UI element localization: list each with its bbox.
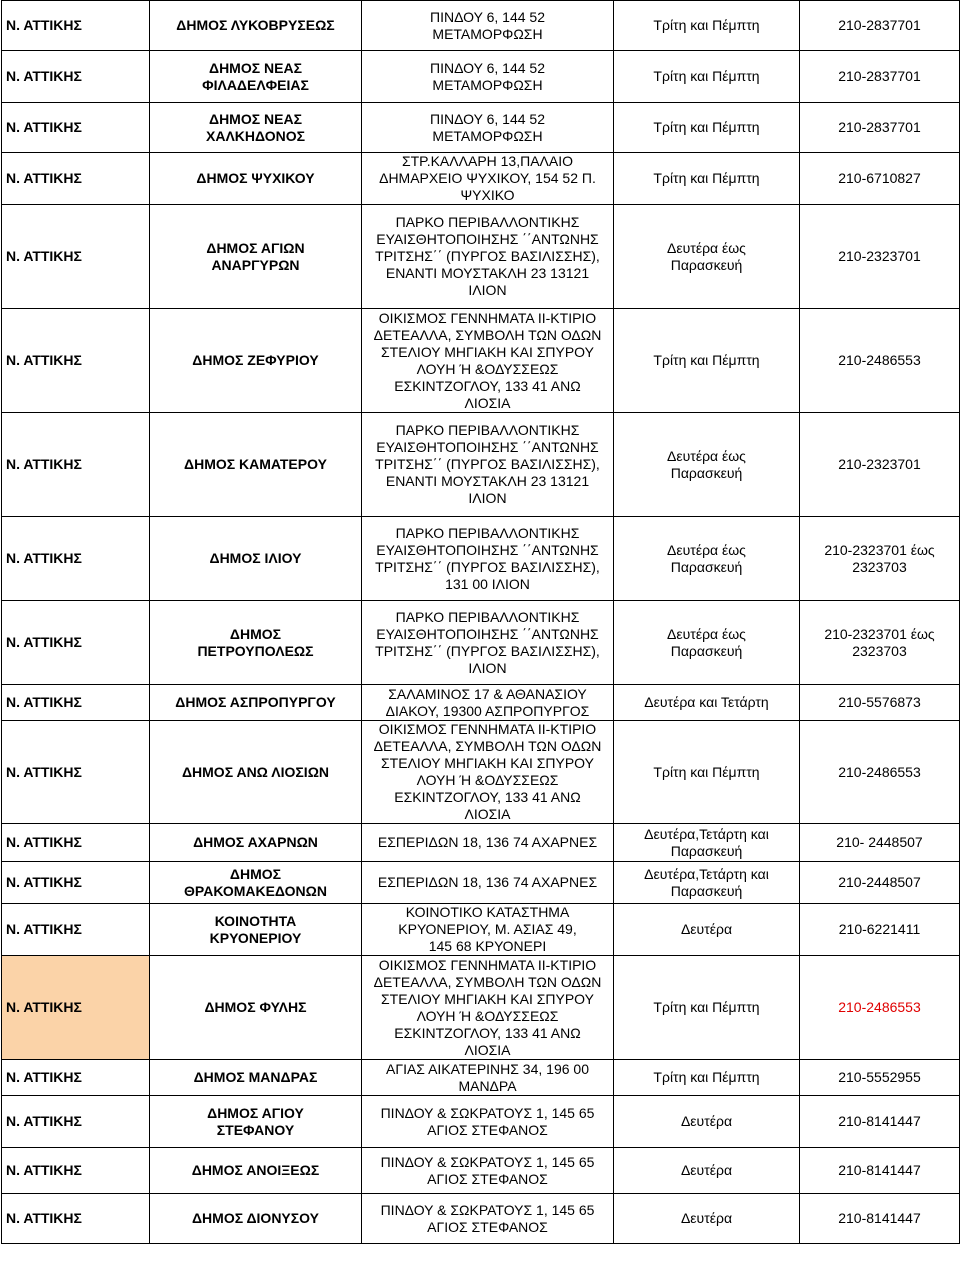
days-cell: Τρίτη και Πέμπτη (614, 153, 800, 205)
region-cell: Ν. ΑΤΤΙΚΗΣ (2, 1096, 150, 1148)
municipality-cell: ΔΗΜΟΣ ΜΑΝΔΡΑΣ (150, 1060, 362, 1096)
table-row (2, 103, 960, 153)
days-cell: Δευτέρα (614, 1096, 800, 1148)
table-row (2, 205, 960, 309)
days-cell: Δευτέρα έως Παρασκευή (614, 517, 800, 601)
address-cell: ΠΙΝΔΟΥ & ΣΩΚΡΑΤΟΥΣ 1, 145 65 ΑΓΙΟΣ ΣΤΕΦΑΝΟΣ (362, 1096, 614, 1148)
address-cell: ΠΑΡΚΟ ΠΕΡΙΒΑΛΛΟΝΤΙΚΗΣ ΕΥΑΙΣΘΗΤΟΠΟΙΗΣΗΣ ΄΄ΑΝΤΩΝΗΣ ΤΡΙΤΣΗΣ΄΄ (ΠΥΡΓΟΣ ΒΑΣΙΛΙΣΣΗΣ), 131 00 ΙΛΙΟΝ (362, 517, 614, 601)
address-cell: ΠΙΝΔΟΥ & ΣΩΚΡΑΤΟΥΣ 1, 145 65 ΑΓΙΟΣ ΣΤΕΦΑΝΟΣ (362, 1148, 614, 1194)
region-cell: Ν. ΑΤΤΙΚΗΣ (2, 309, 150, 413)
table-row (2, 824, 960, 862)
municipality-cell: ΔΗΜΟΣ ΛΥΚΟΒΡΥΣΕΩΣ (150, 1, 362, 51)
phone-cell: 210-2323701 (800, 205, 960, 309)
region-cell: Ν. ΑΤΤΙΚΗΣ (2, 1060, 150, 1096)
phone-cell: 210-2486553 (800, 721, 960, 824)
municipality-cell: ΔΗΜΟΣ ΖΕΦΥΡΙΟΥ (150, 309, 362, 413)
days-cell: Δευτέρα (614, 904, 800, 956)
days-cell: Δευτέρα έως Παρασκευή (614, 413, 800, 517)
municipality-cell: ΔΗΜΟΣ ΙΛΙΟΥ (150, 517, 362, 601)
phone-cell: 210-2323701 (800, 413, 960, 517)
offices-table (1, 0, 960, 1244)
table-row (2, 904, 960, 956)
region-cell: Ν. ΑΤΤΙΚΗΣ (2, 685, 150, 721)
municipality-cell: ΚΟΙΝΟΤΗΤΑ ΚΡΥΟΝΕΡΙΟΥ (150, 904, 362, 956)
region-cell: Ν. ΑΤΤΙΚΗΣ (2, 1194, 150, 1244)
table-row (2, 1148, 960, 1194)
days-cell: Δευτέρα (614, 1148, 800, 1194)
phone-cell: 210-2837701 (800, 1, 960, 51)
region-cell: Ν. ΑΤΤΙΚΗΣ (2, 824, 150, 862)
region-cell: Ν. ΑΤΤΙΚΗΣ (2, 601, 150, 685)
address-cell: ΠΑΡΚΟ ΠΕΡΙΒΑΛΛΟΝΤΙΚΗΣ ΕΥΑΙΣΘΗΤΟΠΟΙΗΣΗΣ ΄΄ΑΝΤΩΝΗΣ ΤΡΙΤΣΗΣ΄΄ (ΠΥΡΓΟΣ ΒΑΣΙΛΙΣΣΗΣ), ΙΛΙΟΝ (362, 601, 614, 685)
address-cell: ΟΙΚΙΣΜΟΣ ΓΕΝΝΗΜΑΤΑ ΙΙ-ΚΤΙΡΙΟ ΔΕΤΕΑΛΛΑ, ΣΥΜΒΟΛΗ ΤΩΝ ΟΔΩΝ ΣΤΕΛΙΟΥ ΜΗΓΙΑΚΗ ΚΑΙ ΣΠΥΡΟΥ ΛΟΥΗ Ή &ΟΔΥΣΣΕΩΣ ΕΣΚΙΝΤΖΟΓΛΟΥ, 133 41 ΑΝΩ ΛΙΟΣΙΑ (362, 309, 614, 413)
municipality-cell: ΔΗΜΟΣ ΑΝΩ ΛΙΟΣΙΩΝ (150, 721, 362, 824)
address-cell: ΠΙΝΔΟΥ 6, 144 52 ΜΕΤΑΜΟΡΦΩΣΗ (362, 1, 614, 51)
address-cell: ΠΑΡΚΟ ΠΕΡΙΒΑΛΛΟΝΤΙΚΗΣ ΕΥΑΙΣΘΗΤΟΠΟΙΗΣΗΣ ΄΄ΑΝΤΩΝΗΣ ΤΡΙΤΣΗΣ΄΄ (ΠΥΡΓΟΣ ΒΑΣΙΛΙΣΣΗΣ), ΕΝΑΝΤΙ ΜΟΥΣΤΑΚΛΗ 23 13121 ΙΛΙΟΝ (362, 413, 614, 517)
days-cell: Δευτέρα,Τετάρτη και Παρασκευή (614, 824, 800, 862)
phone-cell: 210-2323701 έως 2323703 (800, 517, 960, 601)
region-cell: Ν. ΑΤΤΙΚΗΣ (2, 205, 150, 309)
phone-cell: 210-5552955 (800, 1060, 960, 1096)
region-cell: Ν. ΑΤΤΙΚΗΣ (2, 103, 150, 153)
days-cell: Δευτέρα και Τετάρτη (614, 685, 800, 721)
region-cell: Ν. ΑΤΤΙΚΗΣ (2, 1148, 150, 1194)
table-row (2, 153, 960, 205)
municipality-cell: ΔΗΜΟΣ ΑΝΟΙΞΕΩΣ (150, 1148, 362, 1194)
table-row (2, 413, 960, 517)
address-cell: ΚΟΙΝΟΤΙΚΟ ΚΑΤΑΣΤΗΜΑ ΚΡΥΟΝΕΡΙΟΥ, Μ. ΑΣΙΑΣ 49, 145 68 ΚΡΥΟΝΕΡΙ (362, 904, 614, 956)
days-cell: Τρίτη και Πέμπτη (614, 1060, 800, 1096)
phone-cell: 210-2486553 (800, 956, 960, 1060)
address-cell: ΠΙΝΔΟΥ 6, 144 52 ΜΕΤΑΜΟΡΦΩΣΗ (362, 51, 614, 103)
address-cell: ΟΙΚΙΣΜΟΣ ΓΕΝΝΗΜΑΤΑ ΙΙ-ΚΤΙΡΙΟ ΔΕΤΕΑΛΛΑ, ΣΥΜΒΟΛΗ ΤΩΝ ΟΔΩΝ ΣΤΕΛΙΟΥ ΜΗΓΙΑΚΗ ΚΑΙ ΣΠΥΡΟΥ ΛΟΥΗ Ή &ΟΔΥΣΣΕΩΣ ΕΣΚΙΝΤΖΟΓΛΟΥ, 133 41 ΑΝΩ ΛΙΟΣΙΑ (362, 956, 614, 1060)
days-cell: Τρίτη και Πέμπτη (614, 51, 800, 103)
municipality-cell: ΔΗΜΟΣ ΝΕΑΣ ΧΑΛΚΗΔΟΝΟΣ (150, 103, 362, 153)
phone-cell: 210-2837701 (800, 51, 960, 103)
region-cell: Ν. ΑΤΤΙΚΗΣ (2, 413, 150, 517)
table-row (2, 956, 960, 1060)
address-cell: ΟΙΚΙΣΜΟΣ ΓΕΝΝΗΜΑΤΑ ΙΙ-ΚΤΙΡΙΟ ΔΕΤΕΑΛΛΑ, ΣΥΜΒΟΛΗ ΤΩΝ ΟΔΩΝ ΣΤΕΛΙΟΥ ΜΗΓΙΑΚΗ ΚΑΙ ΣΠΥΡΟΥ ΛΟΥΗ Ή &ΟΔΥΣΣΕΩΣ ΕΣΚΙΝΤΖΟΓΛΟΥ, 133 41 ΑΝΩ ΛΙΟΣΙΑ (362, 721, 614, 824)
phone-cell: 210-2448507 (800, 862, 960, 904)
phone-cell: 210-8141447 (800, 1148, 960, 1194)
table-row (2, 685, 960, 721)
days-cell: Τρίτη και Πέμπτη (614, 309, 800, 413)
address-cell: ΠΙΝΔΟΥ & ΣΩΚΡΑΤΟΥΣ 1, 145 65 ΑΓΙΟΣ ΣΤΕΦΑΝΟΣ (362, 1194, 614, 1244)
municipality-cell: ΔΗΜΟΣ ΠΕΤΡΟΥΠΟΛΕΩΣ (150, 601, 362, 685)
municipality-cell: ΔΗΜΟΣ ΚΑΜΑΤΕΡΟΥ (150, 413, 362, 517)
table-row (2, 601, 960, 685)
region-cell: Ν. ΑΤΤΙΚΗΣ (2, 517, 150, 601)
municipality-cell: ΔΗΜΟΣ ΦΥΛΗΣ (150, 956, 362, 1060)
address-cell: ΑΓΙΑΣ ΑΙΚΑΤΕΡΙΝΗΣ 34, 196 00 ΜΑΝΔΡΑ (362, 1060, 614, 1096)
phone-cell: 210-5576873 (800, 685, 960, 721)
address-cell: ΣΤΡ.ΚΑΛΛΑΡΗ 13,ΠΑΛΑΙΟ ΔΗΜΑΡΧΕΙΟ ΨΥΧΙΚΟΥ, 154 52 Π. ΨΥΧΙΚΟ (362, 153, 614, 205)
phone-cell: 210-6710827 (800, 153, 960, 205)
municipality-cell: ΔΗΜΟΣ ΑΣΠΡΟΠΥΡΓΟΥ (150, 685, 362, 721)
address-cell: ΣΑΛΑΜΙΝΟΣ 17 & ΑΘΑΝΑΣΙΟΥ ΔΙΑΚΟΥ, 19300 ΑΣΠΡΟΠΥΡΓΟΣ (362, 685, 614, 721)
table-row (2, 1096, 960, 1148)
days-cell: Τρίτη και Πέμπτη (614, 956, 800, 1060)
region-cell: Ν. ΑΤΤΙΚΗΣ (2, 862, 150, 904)
days-cell: Τρίτη και Πέμπτη (614, 1, 800, 51)
municipality-cell: ΔΗΜΟΣ ΑΓΙΟΥ ΣΤΕΦΑΝΟΥ (150, 1096, 362, 1148)
municipality-cell: ΔΗΜΟΣ ΝΕΑΣ ΦΙΛΑΔΕΛΦΕΙΑΣ (150, 51, 362, 103)
days-cell: Δευτέρα έως Παρασκευή (614, 601, 800, 685)
address-cell: ΠΑΡΚΟ ΠΕΡΙΒΑΛΛΟΝΤΙΚΗΣ ΕΥΑΙΣΘΗΤΟΠΟΙΗΣΗΣ ΄΄ΑΝΤΩΝΗΣ ΤΡΙΤΣΗΣ΄΄ (ΠΥΡΓΟΣ ΒΑΣΙΛΙΣΣΗΣ), ΕΝΑΝΤΙ ΜΟΥΣΤΑΚΛΗ 23 13121 ΙΛΙΟΝ (362, 205, 614, 309)
table-row (2, 862, 960, 904)
municipality-cell: ΔΗΜΟΣ ΑΓΙΩΝ ΑΝΑΡΓΥΡΩΝ (150, 205, 362, 309)
address-cell: ΕΣΠΕΡΙΔΩΝ 18, 136 74 ΑΧΑΡΝΕΣ (362, 862, 614, 904)
table-row (2, 517, 960, 601)
phone-cell: 210-2486553 (800, 309, 960, 413)
region-cell: Ν. ΑΤΤΙΚΗΣ (2, 51, 150, 103)
table-row (2, 721, 960, 824)
phone-cell: 210-8141447 (800, 1096, 960, 1148)
region-cell: Ν. ΑΤΤΙΚΗΣ (2, 153, 150, 205)
phone-cell: 210-2837701 (800, 103, 960, 153)
phone-cell: 210-6221411 (800, 904, 960, 956)
address-cell: ΠΙΝΔΟΥ 6, 144 52 ΜΕΤΑΜΟΡΦΩΣΗ (362, 103, 614, 153)
table-row (2, 1, 960, 51)
table-row (2, 51, 960, 103)
region-cell: Ν. ΑΤΤΙΚΗΣ (2, 1, 150, 51)
days-cell: Δευτέρα,Τετάρτη και Παρασκευή (614, 862, 800, 904)
region-cell: Ν. ΑΤΤΙΚΗΣ (2, 721, 150, 824)
phone-cell: 210-2323701 έως 2323703 (800, 601, 960, 685)
municipality-cell: ΔΗΜΟΣ ΑΧΑΡΝΩΝ (150, 824, 362, 862)
days-cell: Δευτέρα έως Παρασκευή (614, 205, 800, 309)
municipality-cell: ΔΗΜΟΣ ΔΙΟΝΥΣΟΥ (150, 1194, 362, 1244)
municipality-cell: ΔΗΜΟΣ ΘΡΑΚΟΜΑΚΕΔΟΝΩΝ (150, 862, 362, 904)
phone-cell: 210- 2448507 (800, 824, 960, 862)
table-row (2, 1194, 960, 1244)
municipality-cell: ΔΗΜΟΣ ΨΥΧΙΚΟΥ (150, 153, 362, 205)
region-cell: Ν. ΑΤΤΙΚΗΣ (2, 904, 150, 956)
days-cell: Δευτέρα (614, 1194, 800, 1244)
table-row (2, 1060, 960, 1096)
region-cell: Ν. ΑΤΤΙΚΗΣ (2, 956, 150, 1060)
days-cell: Τρίτη και Πέμπτη (614, 721, 800, 824)
address-cell: ΕΣΠΕΡΙΔΩΝ 18, 136 74 ΑΧΑΡΝΕΣ (362, 824, 614, 862)
phone-cell: 210-8141447 (800, 1194, 960, 1244)
table-row (2, 309, 960, 413)
offices-table-body (2, 1, 960, 1244)
days-cell: Τρίτη και Πέμπτη (614, 103, 800, 153)
